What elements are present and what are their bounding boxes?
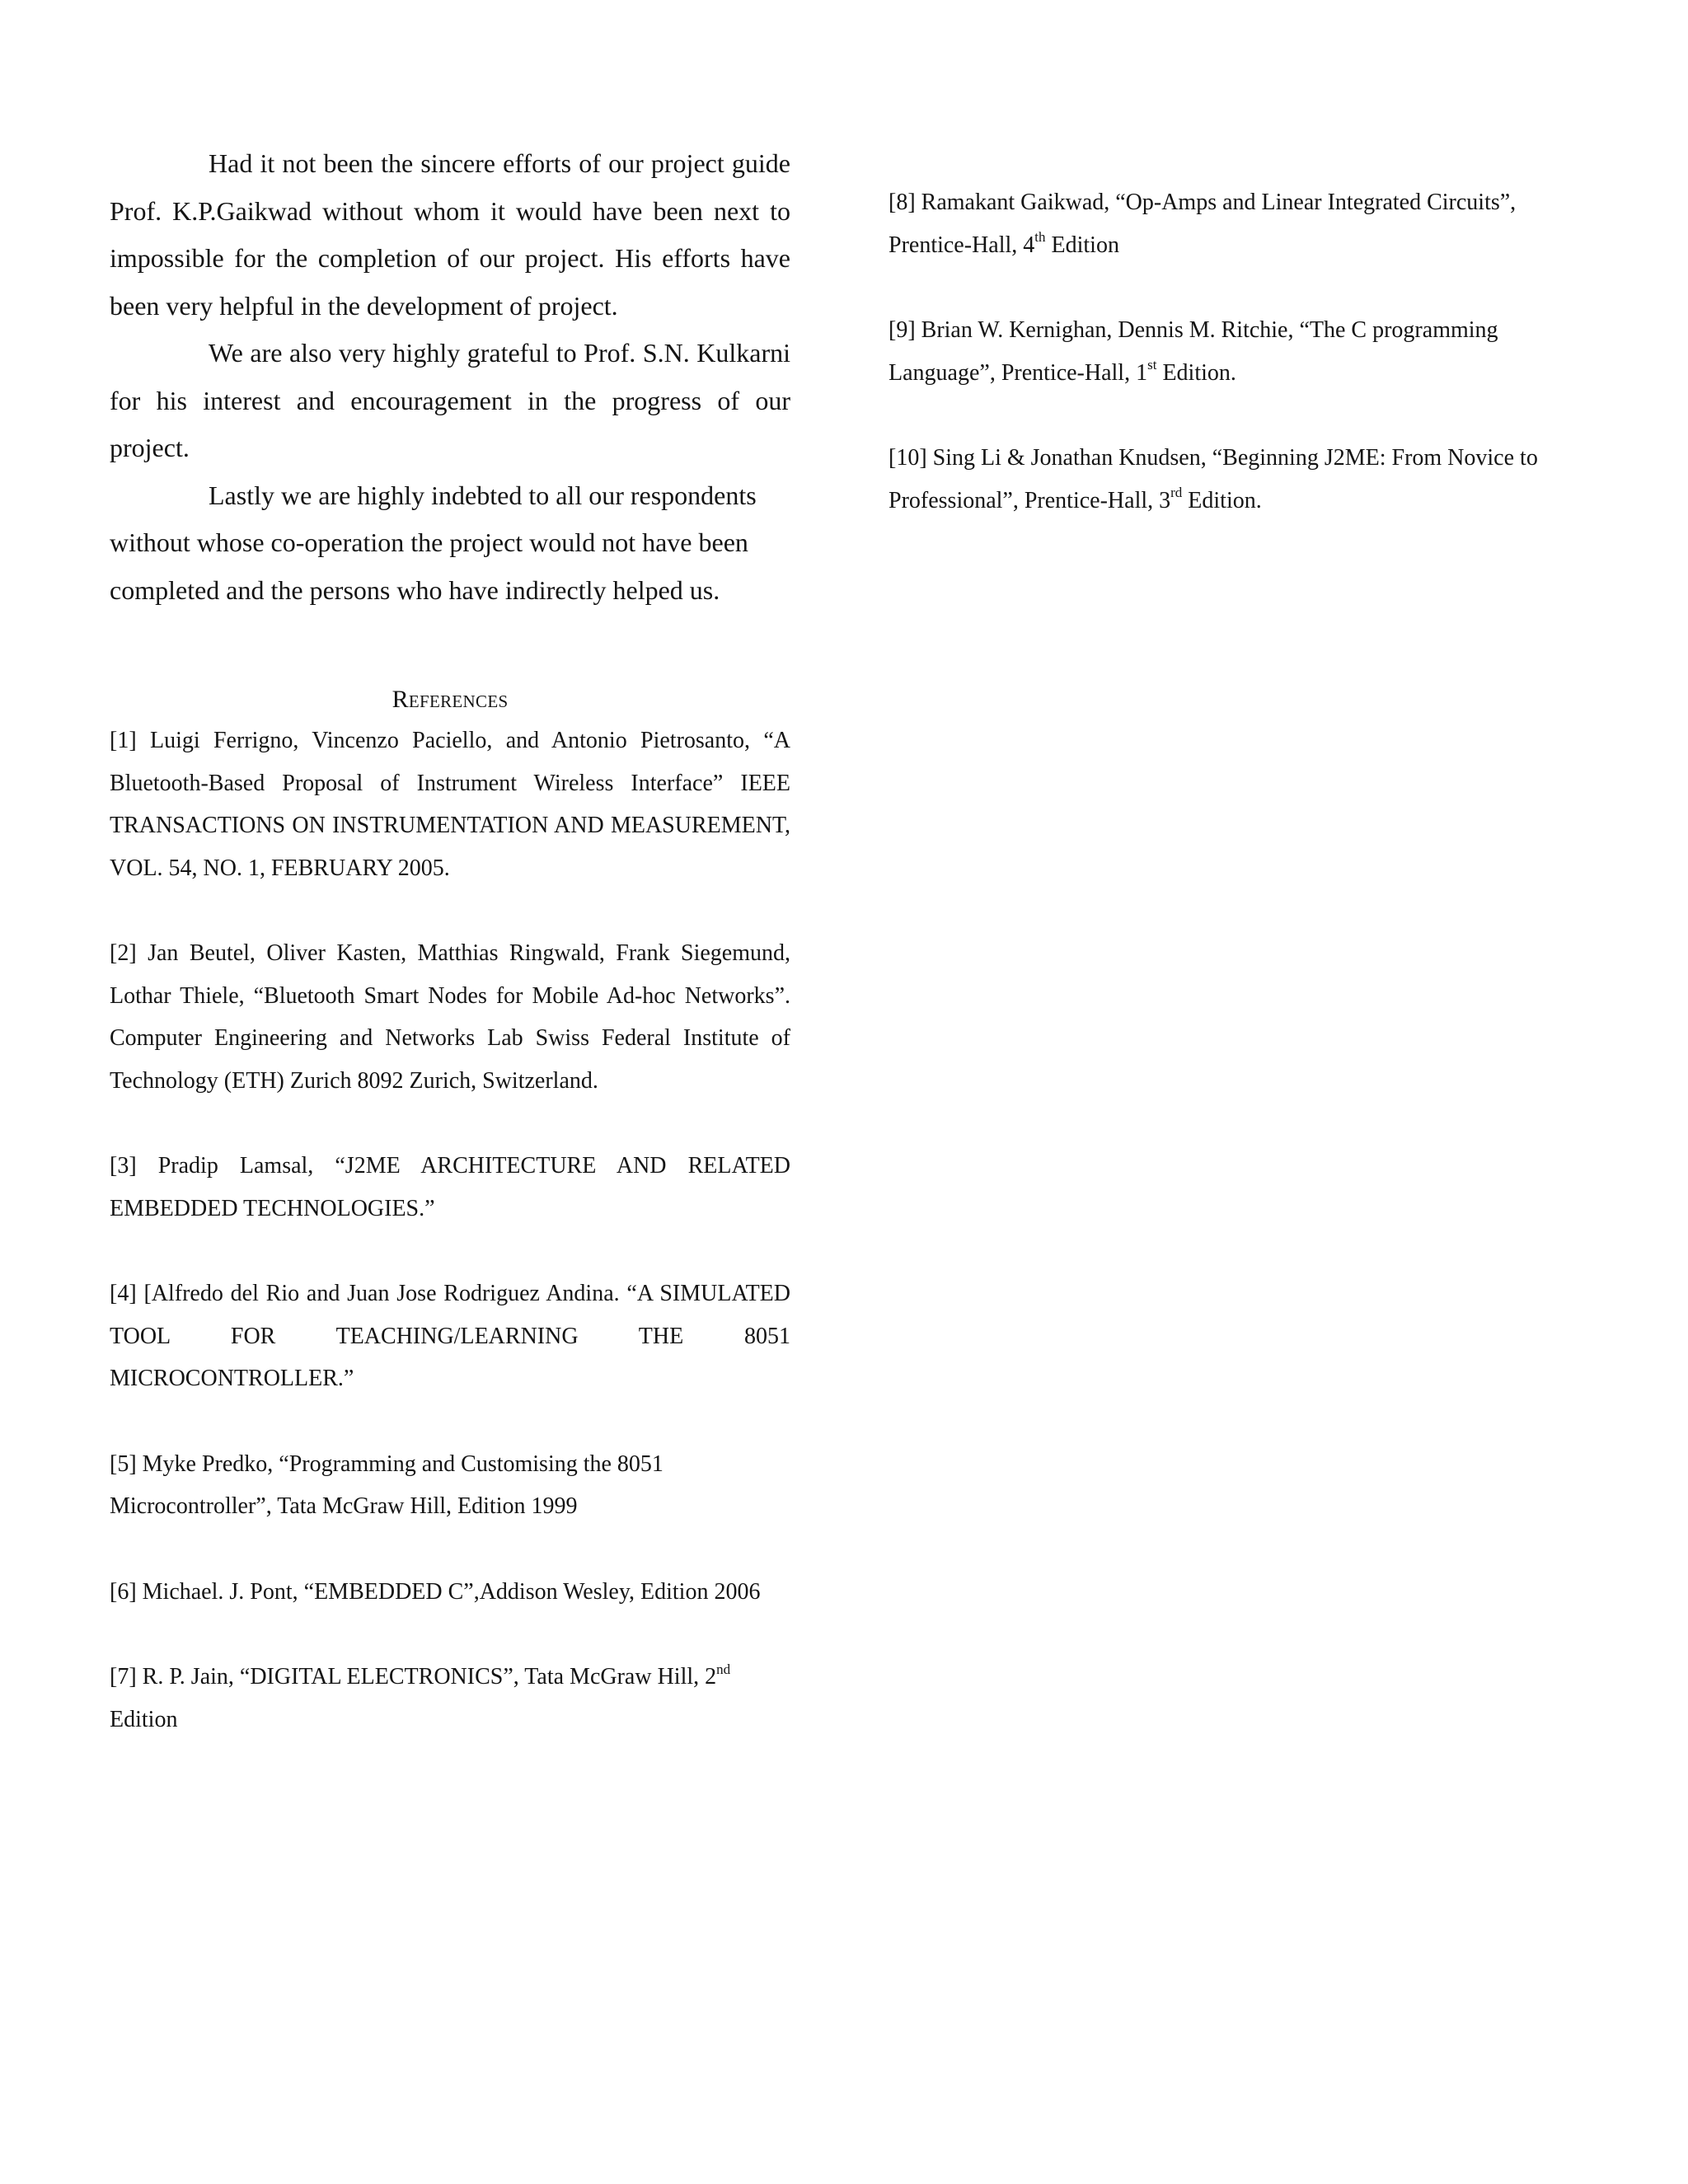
acknowledgement-paragraph-1: Had it not been the sincere efforts of our project guide Prof. K.P.Gaikwad without whom it would have been next to impossible for the completion of our project. His efforts have been very helpful in the development of project. [110,148,790,321]
reference-7 [110,1656,790,1741]
reference-10-edition: Edition. [1182,487,1262,513]
reference-8-superscript: th [1034,229,1046,246]
reference-3: [3] Pradip Lamsal, “J2ME ARCHITECTURE AND RELATED EMBEDDED TECHNOLOGIES.” [110,1153,790,1221]
right-column [889,181,1581,565]
reference-9-superscript: st [1147,357,1157,373]
acknowledgement-section [110,140,790,614]
reference-9-text: [9] Brian W. Kernighan, Dennis M. Ritchie, “The C programming Language”, Prentice-Hall, 1 [889,317,1498,386]
reference-7-edition: Edition [110,1706,178,1732]
reference-1: [1] Luigi Ferrigno, Vincenzo Paciello, and Antonio Pietrosanto, “A Bluetooth-Based Proposal of Instrument Wireless Interface” IEEE TRANSACTIONS ON INSTRUMENTATION AND MEASUREMENT, VOL. 54, NO. 1, FEBRUARY 2005. [110,728,790,881]
reference-4: [4] [Alfredo del Rio and Juan Jose Rodriguez Andina. “A SIMULATED TOOL FOR TEACHING/LEARNING THE 8051 MICROCONTROLLER.” [110,1281,790,1391]
reference-8 [889,181,1581,266]
reference-8-text: [8] Ramakant Gaikwad, “Op-Amps and Linear Integrated Circuits”, Prentice-Hall, 4 [889,190,1517,258]
reference-10-superscript: rd [1170,485,1183,501]
acknowledgement-paragraph-3: Lastly we are highly indebted to all our respondents without whose co-operation the project would not have been completed and the persons who have indirectly helped us. [110,480,757,605]
references-list-left [110,719,790,1741]
reference-7-text: [7] R. P. Jain, “DIGITAL ELECTRONICS”, Tata McGraw Hill, 2 [110,1664,717,1690]
reference-6: [6] Michael. J. Pont, “EMBEDDED C”,Addison Wesley, Edition 2006 [110,1578,761,1605]
reference-10 [889,437,1581,522]
reference-2: [2] Jan Beutel, Oliver Kasten, Matthias Ringwald, Frank Siegemund, Lothar Thiele, “Bluetooth Smart Nodes for Mobile Ad-hoc Networks”. Computer Engineering and Networks Lab Swiss Federal Institute of Technology (ETH) Zurich 8092 Zurich, Switzerland. [110,940,790,1094]
reference-9 [889,309,1581,394]
references-heading: References [392,686,509,713]
left-column [110,140,790,1783]
reference-5: [5] Myke Predko, “Programming and Customising the 8051 Microcontroller”, Tata McGraw Hill, Edition 1999 [110,1451,663,1519]
acknowledgement-paragraph-2: We are also very highly grateful to Prof. S.N. Kulkarni for his interest and encouragement in the progress of our project. [110,338,790,462]
reference-7-superscript: nd [716,1661,731,1677]
reference-8-edition: Edition [1045,232,1119,258]
reference-10-text: [10] Sing Li & Jonathan Knudsen, “Beginning J2ME: From Novice to Professional”, Prentice-Hall, 3 [889,445,1538,513]
reference-9-edition: Edition. [1156,359,1236,386]
